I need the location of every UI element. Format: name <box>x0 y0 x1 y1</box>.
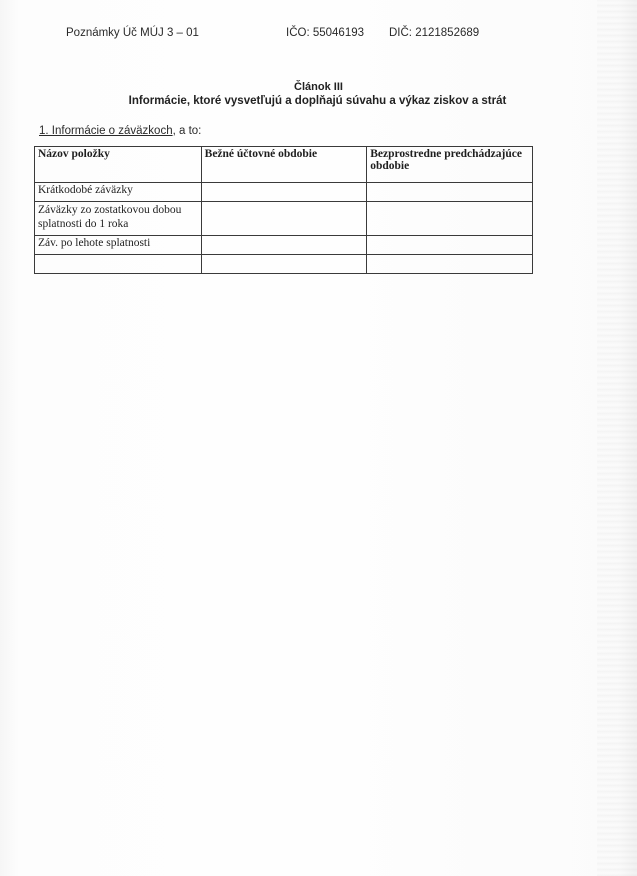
table-cell <box>201 236 367 255</box>
scan-edge-noise <box>597 0 637 876</box>
table-cell <box>201 183 367 202</box>
header-title: Poznámky Úč MÚJ 3 – 01 <box>66 27 199 39</box>
table-row <box>35 202 533 236</box>
table-cell <box>201 202 367 236</box>
table-cell <box>201 255 367 274</box>
header-ico: IČO: 55046193 <box>286 27 365 39</box>
table-row <box>35 236 533 255</box>
column-header-previous-period: Bezprostredne predchádzajúce obdobie <box>367 147 533 183</box>
table-cell <box>367 236 533 255</box>
table-header-row <box>35 147 533 183</box>
table-cell: Záv. po lehote splatnosti <box>35 236 202 255</box>
table-cell: Záväzky zo zostatkovou dobou splatnosti do 1 roka <box>35 202 202 236</box>
table-row <box>35 255 533 274</box>
article-heading <box>0 80 637 109</box>
table-cell <box>367 183 533 202</box>
section-suffix: , a to: <box>172 125 202 137</box>
table-cell: Krátkodobé záväzky <box>35 183 202 202</box>
liabilities-table <box>34 146 533 274</box>
page-header <box>0 27 637 43</box>
table-cell <box>367 202 533 236</box>
column-header-item-name: Názov položky <box>35 147 202 183</box>
header-dic: DIČ: 2121852689 <box>389 27 480 39</box>
section-heading <box>39 125 201 137</box>
article-title: Informácie, ktoré vysvetľujú a doplňajú súvahu a výkaz ziskov a strát <box>128 95 507 107</box>
table-cell <box>35 255 202 274</box>
section-label: 1. Informácie o záväzkoch <box>39 125 173 137</box>
article-number: Článok III <box>294 81 343 93</box>
table-row <box>35 183 533 202</box>
column-header-current-period: Bežné účtovné obdobie <box>201 147 367 183</box>
table-cell <box>367 255 533 274</box>
